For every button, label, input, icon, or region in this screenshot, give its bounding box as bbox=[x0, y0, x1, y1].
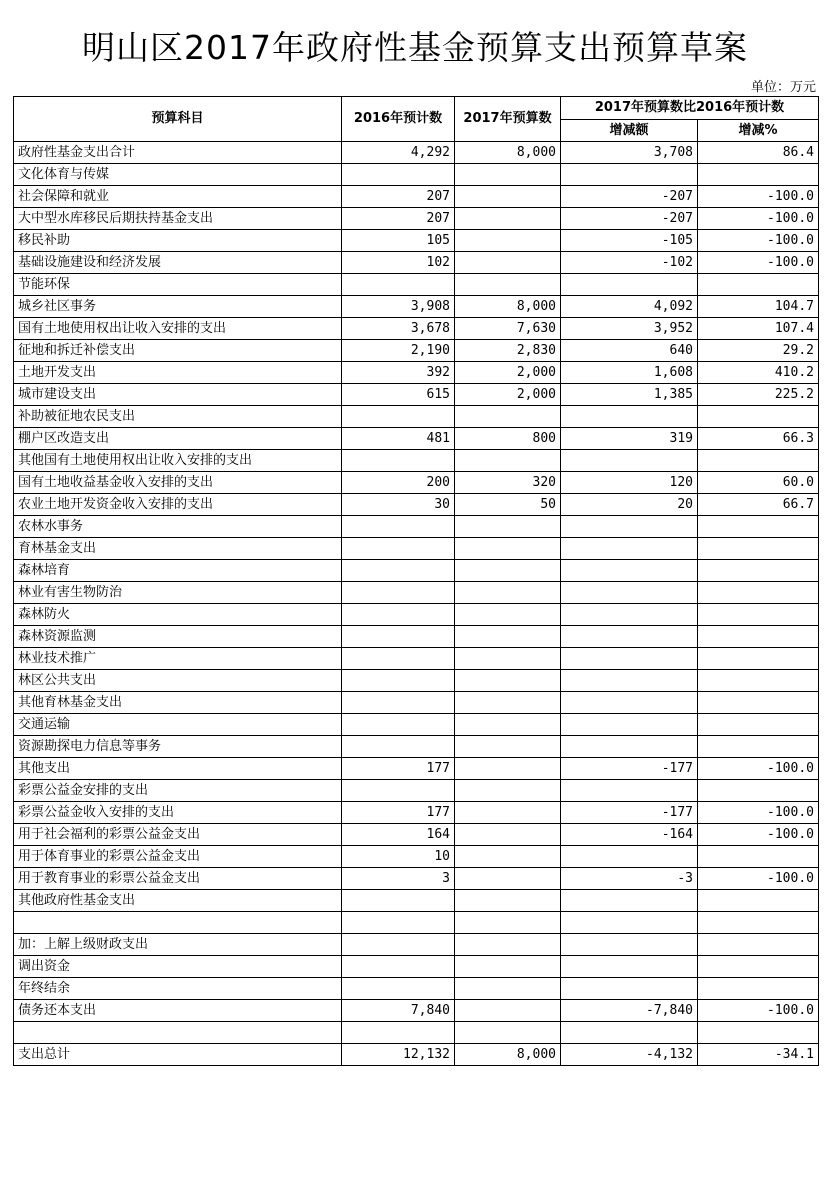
row-change-pct: -100.0 bbox=[698, 252, 819, 274]
row-budget-2017 bbox=[455, 956, 561, 978]
row-budget-2017 bbox=[455, 450, 561, 472]
table-row bbox=[14, 472, 819, 494]
row-budget-2017 bbox=[455, 736, 561, 758]
row-subject: 政府性基金支出合计 bbox=[14, 142, 342, 164]
row-subject: 国有土地使用权出让收入安排的支出 bbox=[14, 318, 342, 340]
row-est-2016: 200 bbox=[342, 472, 455, 494]
row-est-2016 bbox=[342, 1022, 455, 1044]
row-change-pct bbox=[698, 560, 819, 582]
row-subject: 育林基金支出 bbox=[14, 538, 342, 560]
row-subject bbox=[14, 1022, 342, 1044]
row-budget-2017 bbox=[455, 758, 561, 780]
row-change-amount: 20 bbox=[561, 494, 698, 516]
row-est-2016: 10 bbox=[342, 846, 455, 868]
row-change-amount: -105 bbox=[561, 230, 698, 252]
row-change-amount: 4,092 bbox=[561, 296, 698, 318]
row-subject: 土地开发支出 bbox=[14, 362, 342, 384]
row-change-amount: -7,840 bbox=[561, 1000, 698, 1022]
row-est-2016: 481 bbox=[342, 428, 455, 450]
row-budget-2017 bbox=[455, 714, 561, 736]
row-est-2016: 615 bbox=[342, 384, 455, 406]
row-est-2016 bbox=[342, 890, 455, 912]
table-row bbox=[14, 318, 819, 340]
table-row bbox=[14, 890, 819, 912]
row-est-2016: 164 bbox=[342, 824, 455, 846]
table-row bbox=[14, 868, 819, 890]
row-change-pct bbox=[698, 934, 819, 956]
row-subject: 彩票公益金收入安排的支出 bbox=[14, 802, 342, 824]
row-change-amount bbox=[561, 538, 698, 560]
row-change-pct bbox=[698, 164, 819, 186]
row-change-pct: -100.0 bbox=[698, 758, 819, 780]
row-change-pct: -34.1 bbox=[698, 1044, 819, 1066]
row-change-amount bbox=[561, 714, 698, 736]
row-subject: 资源勘探电力信息等事务 bbox=[14, 736, 342, 758]
row-change-amount bbox=[561, 978, 698, 1000]
table-row bbox=[14, 406, 819, 428]
row-subject: 森林资源监测 bbox=[14, 626, 342, 648]
header-change-pct: 增减% bbox=[698, 120, 819, 142]
row-change-pct bbox=[698, 890, 819, 912]
row-subject: 支出总计 bbox=[14, 1044, 342, 1066]
row-subject bbox=[14, 912, 342, 934]
row-est-2016 bbox=[342, 450, 455, 472]
row-change-amount: -177 bbox=[561, 758, 698, 780]
row-est-2016: 3,678 bbox=[342, 318, 455, 340]
row-change-pct bbox=[698, 648, 819, 670]
row-subject: 林业有害生物防治 bbox=[14, 582, 342, 604]
table-row bbox=[14, 1044, 819, 1066]
row-est-2016 bbox=[342, 912, 455, 934]
row-subject: 加：上解上级财政支出 bbox=[14, 934, 342, 956]
row-change-amount: -164 bbox=[561, 824, 698, 846]
row-budget-2017 bbox=[455, 890, 561, 912]
table-row bbox=[14, 516, 819, 538]
row-est-2016: 4,292 bbox=[342, 142, 455, 164]
row-est-2016: 207 bbox=[342, 208, 455, 230]
row-est-2016 bbox=[342, 582, 455, 604]
row-budget-2017: 2,000 bbox=[455, 362, 561, 384]
row-change-pct: 66.7 bbox=[698, 494, 819, 516]
table-row bbox=[14, 428, 819, 450]
row-change-pct bbox=[698, 1022, 819, 1044]
row-subject: 移民补助 bbox=[14, 230, 342, 252]
header-change-amount: 增减额 bbox=[561, 120, 698, 142]
row-change-amount: -207 bbox=[561, 208, 698, 230]
row-change-amount bbox=[561, 604, 698, 626]
header-est-2016: 2016年预计数 bbox=[342, 97, 455, 142]
row-change-pct: -100.0 bbox=[698, 208, 819, 230]
row-change-pct bbox=[698, 978, 819, 1000]
row-change-pct: 60.0 bbox=[698, 472, 819, 494]
row-change-pct bbox=[698, 956, 819, 978]
row-subject: 文化体育与传媒 bbox=[14, 164, 342, 186]
row-change-pct: -100.0 bbox=[698, 1000, 819, 1022]
row-est-2016: 392 bbox=[342, 362, 455, 384]
table-row bbox=[14, 846, 819, 868]
table-row bbox=[14, 252, 819, 274]
row-subject: 用于教育事业的彩票公益金支出 bbox=[14, 868, 342, 890]
row-subject: 其他政府性基金支出 bbox=[14, 890, 342, 912]
row-est-2016: 3 bbox=[342, 868, 455, 890]
row-subject: 交通运输 bbox=[14, 714, 342, 736]
row-change-amount bbox=[561, 890, 698, 912]
table-row bbox=[14, 670, 819, 692]
row-change-amount: 319 bbox=[561, 428, 698, 450]
row-subject: 补助被征地农民支出 bbox=[14, 406, 342, 428]
row-subject: 其他育林基金支出 bbox=[14, 692, 342, 714]
row-budget-2017 bbox=[455, 230, 561, 252]
table-row bbox=[14, 450, 819, 472]
row-subject: 农业土地开发资金收入安排的支出 bbox=[14, 494, 342, 516]
row-change-pct bbox=[698, 780, 819, 802]
row-est-2016 bbox=[342, 692, 455, 714]
row-budget-2017 bbox=[455, 538, 561, 560]
row-subject: 基础设施建设和经济发展 bbox=[14, 252, 342, 274]
table-row bbox=[14, 362, 819, 384]
table-row bbox=[14, 934, 819, 956]
row-est-2016 bbox=[342, 604, 455, 626]
row-subject: 节能环保 bbox=[14, 274, 342, 296]
row-budget-2017 bbox=[455, 692, 561, 714]
row-change-pct: 410.2 bbox=[698, 362, 819, 384]
row-est-2016: 177 bbox=[342, 758, 455, 780]
row-change-pct bbox=[698, 406, 819, 428]
row-change-amount bbox=[561, 648, 698, 670]
row-change-pct bbox=[698, 274, 819, 296]
table-row bbox=[14, 582, 819, 604]
row-budget-2017: 2,830 bbox=[455, 340, 561, 362]
row-change-amount: 1,385 bbox=[561, 384, 698, 406]
row-change-pct bbox=[698, 516, 819, 538]
row-budget-2017: 50 bbox=[455, 494, 561, 516]
table-row bbox=[14, 912, 819, 934]
row-est-2016: 207 bbox=[342, 186, 455, 208]
row-est-2016 bbox=[342, 560, 455, 582]
row-change-amount bbox=[561, 626, 698, 648]
row-change-pct bbox=[698, 912, 819, 934]
row-change-amount: -177 bbox=[561, 802, 698, 824]
table-row bbox=[14, 538, 819, 560]
row-est-2016 bbox=[342, 648, 455, 670]
row-change-amount bbox=[561, 956, 698, 978]
row-subject: 城市建设支出 bbox=[14, 384, 342, 406]
row-change-amount: -4,132 bbox=[561, 1044, 698, 1066]
row-change-amount bbox=[561, 560, 698, 582]
row-change-pct bbox=[698, 714, 819, 736]
row-subject: 年终结余 bbox=[14, 978, 342, 1000]
row-subject: 农林水事务 bbox=[14, 516, 342, 538]
row-change-amount: -102 bbox=[561, 252, 698, 274]
row-budget-2017 bbox=[455, 274, 561, 296]
table-row bbox=[14, 384, 819, 406]
row-change-amount bbox=[561, 406, 698, 428]
row-subject: 用于体育事业的彩票公益金支出 bbox=[14, 846, 342, 868]
table-row bbox=[14, 296, 819, 318]
row-change-pct: 225.2 bbox=[698, 384, 819, 406]
row-budget-2017 bbox=[455, 868, 561, 890]
row-change-pct: 66.3 bbox=[698, 428, 819, 450]
row-budget-2017: 2,000 bbox=[455, 384, 561, 406]
table-row bbox=[14, 1000, 819, 1022]
row-est-2016: 177 bbox=[342, 802, 455, 824]
table-row bbox=[14, 164, 819, 186]
row-change-pct bbox=[698, 692, 819, 714]
row-est-2016 bbox=[342, 406, 455, 428]
row-change-pct bbox=[698, 538, 819, 560]
row-change-amount: -207 bbox=[561, 186, 698, 208]
row-est-2016: 3,908 bbox=[342, 296, 455, 318]
row-est-2016: 12,132 bbox=[342, 1044, 455, 1066]
row-budget-2017 bbox=[455, 846, 561, 868]
table-row bbox=[14, 802, 819, 824]
row-subject: 大中型水库移民后期扶持基金支出 bbox=[14, 208, 342, 230]
row-est-2016 bbox=[342, 516, 455, 538]
row-budget-2017 bbox=[455, 604, 561, 626]
row-budget-2017 bbox=[455, 186, 561, 208]
row-budget-2017: 320 bbox=[455, 472, 561, 494]
row-est-2016: 30 bbox=[342, 494, 455, 516]
row-est-2016 bbox=[342, 736, 455, 758]
row-subject: 森林培育 bbox=[14, 560, 342, 582]
row-est-2016 bbox=[342, 956, 455, 978]
table-row bbox=[14, 758, 819, 780]
row-change-amount bbox=[561, 1022, 698, 1044]
row-change-amount bbox=[561, 516, 698, 538]
row-change-amount bbox=[561, 780, 698, 802]
row-subject: 棚户区改造支出 bbox=[14, 428, 342, 450]
row-budget-2017: 8,000 bbox=[455, 296, 561, 318]
row-change-amount bbox=[561, 274, 698, 296]
row-est-2016 bbox=[342, 714, 455, 736]
row-budget-2017 bbox=[455, 516, 561, 538]
budget-table bbox=[13, 96, 819, 1066]
table-row bbox=[14, 560, 819, 582]
row-change-amount bbox=[561, 582, 698, 604]
row-budget-2017 bbox=[455, 208, 561, 230]
row-change-pct bbox=[698, 670, 819, 692]
row-change-pct bbox=[698, 736, 819, 758]
row-change-pct: 107.4 bbox=[698, 318, 819, 340]
row-budget-2017 bbox=[455, 252, 561, 274]
table-row bbox=[14, 692, 819, 714]
table-row bbox=[14, 824, 819, 846]
row-change-pct bbox=[698, 604, 819, 626]
row-change-amount bbox=[561, 912, 698, 934]
header-compare: 2017年预算数比2016年预计数 bbox=[561, 97, 819, 120]
row-subject: 国有土地收益基金收入安排的支出 bbox=[14, 472, 342, 494]
row-subject: 森林防火 bbox=[14, 604, 342, 626]
row-subject: 征地和拆迁补偿支出 bbox=[14, 340, 342, 362]
row-est-2016 bbox=[342, 626, 455, 648]
row-budget-2017 bbox=[455, 912, 561, 934]
row-est-2016: 7,840 bbox=[342, 1000, 455, 1022]
row-budget-2017 bbox=[455, 802, 561, 824]
row-budget-2017 bbox=[455, 934, 561, 956]
row-budget-2017 bbox=[455, 1022, 561, 1044]
row-budget-2017 bbox=[455, 1000, 561, 1022]
table-row bbox=[14, 626, 819, 648]
row-subject: 城乡社区事务 bbox=[14, 296, 342, 318]
row-change-amount bbox=[561, 692, 698, 714]
row-change-amount bbox=[561, 164, 698, 186]
row-change-pct: -100.0 bbox=[698, 824, 819, 846]
row-budget-2017 bbox=[455, 978, 561, 1000]
row-change-pct bbox=[698, 846, 819, 868]
row-change-amount bbox=[561, 846, 698, 868]
row-est-2016 bbox=[342, 538, 455, 560]
row-subject: 其他国有土地使用权出让收入安排的支出 bbox=[14, 450, 342, 472]
row-est-2016: 2,190 bbox=[342, 340, 455, 362]
row-change-pct: -100.0 bbox=[698, 802, 819, 824]
row-change-amount: 3,708 bbox=[561, 142, 698, 164]
unit-label: 单位：万元 bbox=[750, 80, 816, 95]
row-est-2016: 105 bbox=[342, 230, 455, 252]
table-row bbox=[14, 274, 819, 296]
row-change-amount bbox=[561, 934, 698, 956]
row-change-amount bbox=[561, 450, 698, 472]
header-subject: 预算科目 bbox=[14, 97, 342, 142]
row-subject: 其他支出 bbox=[14, 758, 342, 780]
row-budget-2017: 7,630 bbox=[455, 318, 561, 340]
row-subject: 林区公共支出 bbox=[14, 670, 342, 692]
row-budget-2017 bbox=[455, 626, 561, 648]
row-budget-2017: 800 bbox=[455, 428, 561, 450]
row-budget-2017 bbox=[455, 648, 561, 670]
row-est-2016 bbox=[342, 274, 455, 296]
row-change-amount: 3,952 bbox=[561, 318, 698, 340]
row-budget-2017: 8,000 bbox=[455, 142, 561, 164]
row-est-2016 bbox=[342, 670, 455, 692]
row-change-pct bbox=[698, 450, 819, 472]
row-budget-2017 bbox=[455, 670, 561, 692]
table-row bbox=[14, 648, 819, 670]
row-subject: 社会保障和就业 bbox=[14, 186, 342, 208]
table-row bbox=[14, 780, 819, 802]
table-row bbox=[14, 340, 819, 362]
table-row bbox=[14, 208, 819, 230]
row-budget-2017 bbox=[455, 824, 561, 846]
row-change-amount bbox=[561, 736, 698, 758]
table-row bbox=[14, 714, 819, 736]
row-change-pct: -100.0 bbox=[698, 868, 819, 890]
row-change-pct bbox=[698, 626, 819, 648]
row-subject: 债务还本支出 bbox=[14, 1000, 342, 1022]
table-row bbox=[14, 978, 819, 1000]
row-change-pct: -100.0 bbox=[698, 186, 819, 208]
row-est-2016 bbox=[342, 978, 455, 1000]
row-est-2016 bbox=[342, 780, 455, 802]
page-title: 明山区2017年政府性基金预算支出预算草案 bbox=[82, 28, 748, 67]
row-change-amount bbox=[561, 670, 698, 692]
row-subject: 林业技术推广 bbox=[14, 648, 342, 670]
row-est-2016 bbox=[342, 164, 455, 186]
row-change-pct: 29.2 bbox=[698, 340, 819, 362]
row-budget-2017: 8,000 bbox=[455, 1044, 561, 1066]
table-row bbox=[14, 142, 819, 164]
table-row bbox=[14, 956, 819, 978]
row-change-amount: 640 bbox=[561, 340, 698, 362]
table-row bbox=[14, 1022, 819, 1044]
table-row bbox=[14, 494, 819, 516]
table-row bbox=[14, 604, 819, 626]
table-row bbox=[14, 736, 819, 758]
row-subject: 调出资金 bbox=[14, 956, 342, 978]
row-change-amount: 120 bbox=[561, 472, 698, 494]
row-change-pct: 86.4 bbox=[698, 142, 819, 164]
row-change-pct: 104.7 bbox=[698, 296, 819, 318]
row-budget-2017 bbox=[455, 560, 561, 582]
row-budget-2017 bbox=[455, 164, 561, 186]
row-change-pct bbox=[698, 582, 819, 604]
table-row bbox=[14, 230, 819, 252]
table-row bbox=[14, 186, 819, 208]
row-change-pct: -100.0 bbox=[698, 230, 819, 252]
row-est-2016: 102 bbox=[342, 252, 455, 274]
row-change-amount: -3 bbox=[561, 868, 698, 890]
row-change-amount: 1,608 bbox=[561, 362, 698, 384]
row-subject: 用于社会福利的彩票公益金支出 bbox=[14, 824, 342, 846]
row-budget-2017 bbox=[455, 582, 561, 604]
row-budget-2017 bbox=[455, 406, 561, 428]
row-est-2016 bbox=[342, 934, 455, 956]
row-subject: 彩票公益金安排的支出 bbox=[14, 780, 342, 802]
header-budget-2017: 2017年预算数 bbox=[455, 97, 561, 142]
row-budget-2017 bbox=[455, 780, 561, 802]
